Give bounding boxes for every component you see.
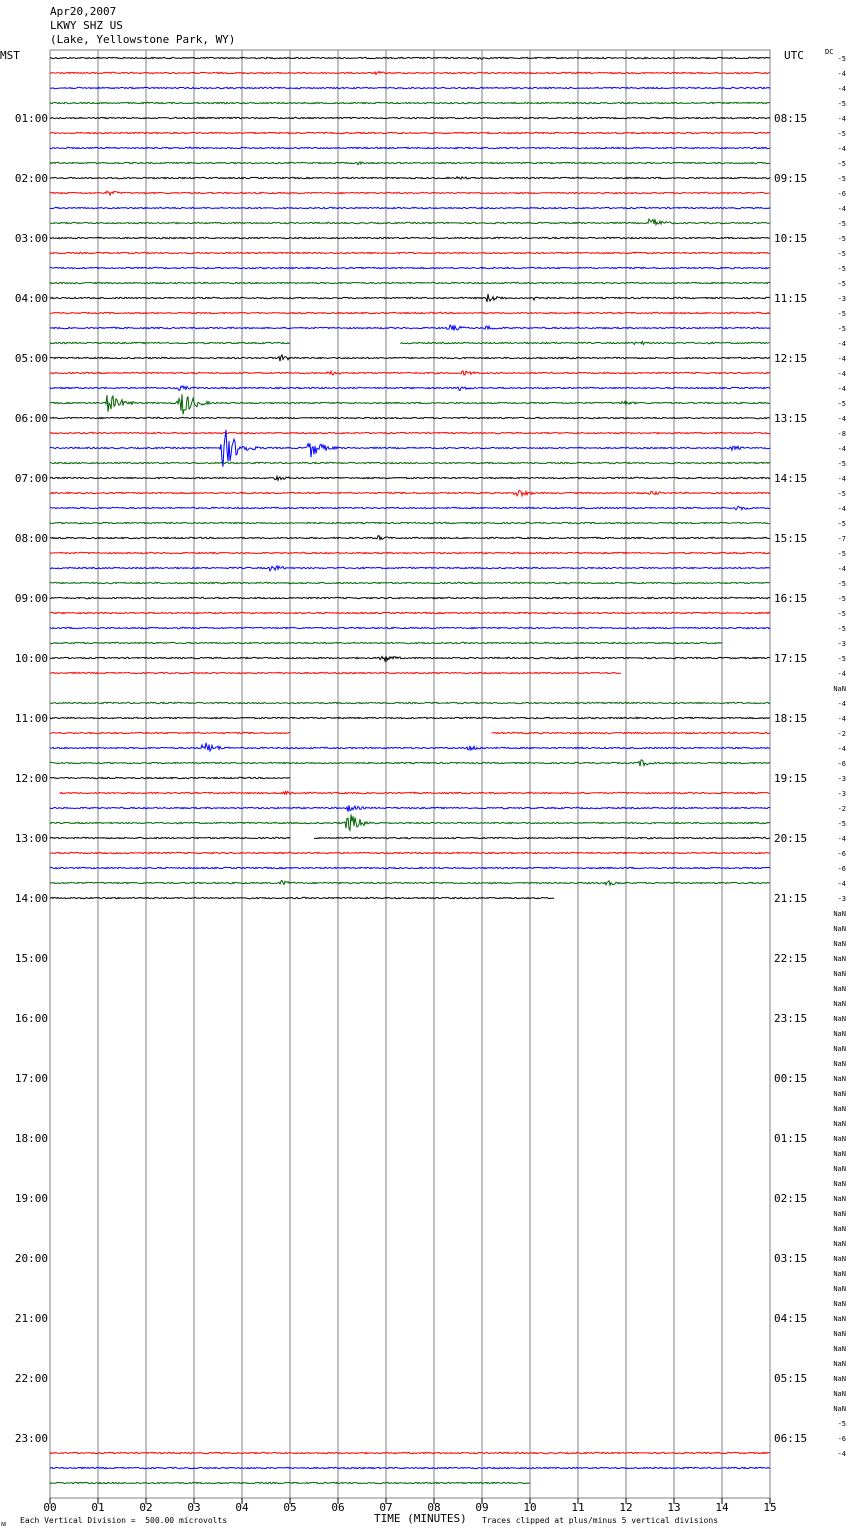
dc-offset-value: -5	[837, 325, 846, 333]
dc-offset-value: -4	[837, 715, 846, 723]
x-tick-label: 11	[571, 1501, 585, 1514]
hour-label-mst: 20:00	[14, 1252, 48, 1265]
hour-label-mst: 16:00	[14, 1012, 48, 1025]
dc-offset-value: -5	[837, 250, 846, 258]
plot-frame	[50, 50, 770, 1498]
dc-offset-value: -5	[837, 490, 846, 498]
trace-row	[50, 717, 770, 718]
trace-row	[50, 1467, 770, 1468]
trace-row	[50, 252, 770, 254]
hour-label-mst: 03:00	[14, 232, 48, 245]
dc-offset-value: -5	[837, 280, 846, 288]
trace-row	[50, 612, 770, 613]
trace-row	[50, 312, 770, 313]
hour-label-mst: 05:00	[14, 352, 48, 365]
trace-row	[50, 852, 770, 853]
trace-row	[50, 506, 770, 509]
trace-row	[314, 837, 770, 838]
dc-offset-value: NaN	[833, 1030, 846, 1038]
chart-station: LKWY SHZ US	[50, 19, 123, 32]
x-tick-label: 01	[91, 1501, 105, 1514]
hour-label-utc: 14:15	[774, 472, 808, 485]
dc-offset-value: -5	[837, 265, 846, 273]
dc-offset-value: -4	[837, 205, 846, 213]
trace-row	[50, 566, 770, 571]
hour-label-utc: 00:15	[774, 1072, 808, 1085]
hour-label-mst: 09:00	[14, 592, 48, 605]
trace-row	[50, 294, 770, 302]
hour-label-utc: 02:15	[774, 1192, 808, 1205]
x-tick-label: 13	[667, 1501, 681, 1514]
x-tick-label: 03	[187, 1501, 201, 1514]
hour-label-mst: 11:00	[14, 712, 48, 725]
trace-row	[50, 417, 770, 418]
trace-row	[50, 371, 770, 375]
dc-offset-value: NaN	[833, 1225, 846, 1233]
dc-offset-value: NaN	[833, 1060, 846, 1068]
x-tick-label: 15	[763, 1501, 777, 1514]
hour-label-mst: 06:00	[14, 412, 48, 425]
chart-location: (Lake, Yellowstone Park, WY)	[50, 33, 236, 46]
dc-offset-value: -5	[837, 130, 846, 138]
hour-label-utc: 06:15	[774, 1432, 808, 1445]
dc-offset-value: -4	[837, 745, 846, 753]
dc-offset-value: -5	[837, 55, 846, 63]
trace-row	[50, 432, 770, 433]
dc-offset-value: NaN	[833, 1045, 846, 1053]
dc-offset-value: -3	[837, 640, 846, 648]
trace-row	[50, 536, 770, 540]
hour-label-utc: 13:15	[774, 412, 808, 425]
dc-offset-value: -5	[837, 310, 846, 318]
dc-offset-value: -4	[837, 445, 846, 453]
trace-row	[50, 656, 770, 661]
trace-row	[50, 219, 770, 225]
dc-offset-value: NaN	[833, 1390, 846, 1398]
dc-offset-value: -5	[837, 655, 846, 663]
trace-row	[50, 71, 770, 74]
dc-offset-value: NaN	[833, 1165, 846, 1173]
trace-row	[50, 462, 770, 463]
dc-offset-value: -3	[837, 295, 846, 303]
dc-offset-value: NaN	[833, 1300, 846, 1308]
trace-row	[50, 805, 770, 811]
dc-offset-value: -4	[837, 70, 846, 78]
trace-row	[50, 597, 770, 598]
dc-offset-value: NaN	[833, 970, 846, 978]
hour-label-utc: 10:15	[774, 232, 808, 245]
trace-row	[50, 102, 770, 103]
trace-row	[50, 867, 770, 868]
dc-label: DC	[825, 48, 834, 56]
dc-offset-value: -6	[837, 850, 846, 858]
x-axis-title: TIME (MINUTES)	[374, 1512, 467, 1525]
division-note: Each Vertical Division = 500.00 microvolts	[20, 1516, 228, 1525]
trace-row	[50, 760, 770, 766]
trace-row	[50, 814, 770, 830]
dc-offset-value: NaN	[833, 1345, 846, 1353]
dc-offset-value: NaN	[833, 1015, 846, 1023]
dc-offset-value: -5	[837, 100, 846, 108]
dc-offset-value: -2	[837, 805, 846, 813]
hour-label-utc: 16:15	[774, 592, 808, 605]
dc-offset-value: -4	[837, 700, 846, 708]
dc-offset-value: NaN	[833, 1255, 846, 1263]
dc-offset-value: -5	[837, 220, 846, 228]
hour-label-utc: 09:15	[774, 172, 808, 185]
hour-label-mst: 14:00	[14, 892, 48, 905]
trace-row	[50, 490, 770, 496]
dc-offset-value: -6	[837, 1435, 846, 1443]
trace-row	[60, 792, 770, 795]
hour-label-mst: 12:00	[14, 772, 48, 785]
dc-offset-value: NaN	[833, 1135, 846, 1143]
dc-offset-value: NaN	[833, 1360, 846, 1368]
dc-offset-value: -4	[837, 505, 846, 513]
x-tick-label: 00	[43, 1501, 57, 1514]
trace-row	[50, 1452, 770, 1453]
hour-label-utc: 20:15	[774, 832, 808, 845]
hour-label-mst: 10:00	[14, 652, 48, 665]
trace-row	[50, 162, 770, 165]
x-tick-label: 04	[235, 1501, 249, 1514]
dc-offset-value: -4	[837, 355, 846, 363]
dc-offset-value: NaN	[833, 955, 846, 963]
trace-row	[50, 57, 770, 59]
trace-row	[50, 87, 770, 88]
hour-label-mst: 07:00	[14, 472, 48, 485]
dc-offset-value: -4	[837, 385, 846, 393]
dc-offset-value: -2	[837, 730, 846, 738]
hour-label-utc: 08:15	[774, 112, 808, 125]
dc-offset-value: -5	[837, 460, 846, 468]
dc-offset-value: -5	[837, 160, 846, 168]
dc-offset-value: -5	[837, 580, 846, 588]
trace-row	[50, 552, 770, 553]
dc-offset-value: -5	[837, 400, 846, 408]
dc-offset-value: -4	[837, 475, 846, 483]
hour-label-mst: 08:00	[14, 532, 48, 545]
trace-row	[492, 732, 770, 733]
x-tick-label: 02	[139, 1501, 153, 1514]
dc-offset-value: -4	[837, 370, 846, 378]
hour-label-utc: 01:15	[774, 1132, 808, 1145]
trace-row	[50, 355, 290, 361]
hour-label-mst: 21:00	[14, 1312, 48, 1325]
hour-label-mst: 23:00	[14, 1432, 48, 1445]
x-tick-label: 06	[331, 1501, 345, 1514]
trace-row	[50, 267, 770, 268]
clip-note: Traces clipped at plus/minus 5 vertical divisions	[482, 1516, 719, 1525]
hour-label-utc: 19:15	[774, 772, 808, 785]
x-tick-label: 05	[283, 1501, 297, 1514]
hour-label-mst: 18:00	[14, 1132, 48, 1145]
hour-label-utc: 12:15	[774, 352, 808, 365]
dc-offset-value: NaN	[833, 1285, 846, 1293]
dc-offset-value: NaN	[833, 1120, 846, 1128]
hour-label-mst: 19:00	[14, 1192, 48, 1205]
dc-offset-value: -5	[837, 1420, 846, 1428]
hour-label-utc: 22:15	[774, 952, 808, 965]
dc-offset-value: NaN	[833, 1405, 846, 1413]
dc-offset-value: -3	[837, 790, 846, 798]
trace-row	[50, 237, 770, 238]
dc-offset-value: NaN	[833, 1270, 846, 1278]
dc-offset-value: -6	[837, 190, 846, 198]
dc-offset-value: -5	[837, 595, 846, 603]
trace-row	[50, 522, 770, 523]
hour-label-utc: 03:15	[774, 1252, 808, 1265]
dc-offset-value: -4	[837, 85, 846, 93]
dc-offset-value: -5	[837, 625, 846, 633]
dc-offset-value: NaN	[833, 1075, 846, 1083]
trace-row	[50, 777, 290, 778]
trace-row	[50, 702, 770, 703]
hour-label-mst: 17:00	[14, 1072, 48, 1085]
hour-label-utc: 23:15	[774, 1012, 808, 1025]
dc-offset-value: -4	[837, 415, 846, 423]
dc-offset-value: -8	[837, 430, 846, 438]
dc-offset-value: -5	[837, 610, 846, 618]
dc-offset-value: -4	[837, 1450, 846, 1458]
hour-label-mst: 02:00	[14, 172, 48, 185]
dc-offset-value: -6	[837, 865, 846, 873]
dc-offset-value: -5	[837, 820, 846, 828]
dc-offset-value: NaN	[833, 940, 846, 948]
trace-row	[50, 732, 290, 733]
trace-row	[50, 627, 770, 628]
hour-label-utc: 17:15	[774, 652, 808, 665]
trace-row	[50, 207, 770, 208]
dc-offset-value: NaN	[833, 985, 846, 993]
trace-row	[50, 147, 770, 149]
dc-offset-value: NaN	[833, 1195, 846, 1203]
x-tick-label: 14	[715, 1501, 729, 1514]
trace-row	[400, 341, 769, 344]
x-tick-label: 10	[523, 1501, 537, 1514]
hour-label-utc: 05:15	[774, 1372, 808, 1385]
left-timezone-label: MST	[0, 49, 20, 62]
dc-offset-value: -4	[837, 670, 846, 678]
hour-label-mst: 01:00	[14, 112, 48, 125]
trace-row	[50, 897, 554, 898]
trace-row	[50, 582, 770, 583]
dc-offset-value: -7	[837, 535, 846, 543]
dc-offset-value: -4	[837, 880, 846, 888]
dc-offset-value: -4	[837, 565, 846, 573]
dc-offset-value: NaN	[833, 910, 846, 918]
trace-row	[50, 743, 770, 751]
dc-offset-value: NaN	[833, 685, 846, 693]
dc-offset-value: -3	[837, 895, 846, 903]
trace-row	[50, 325, 770, 330]
hour-label-utc: 11:15	[774, 292, 808, 305]
trace-row	[50, 430, 770, 467]
trace-row	[50, 837, 290, 838]
trace-row	[50, 476, 770, 480]
dc-offset-value: -4	[837, 115, 846, 123]
dc-offset-value: -5	[837, 235, 846, 243]
hour-label-utc: 18:15	[774, 712, 808, 725]
trace-row	[50, 117, 770, 118]
dc-offset-value: -4	[837, 145, 846, 153]
dc-offset-value: -5	[837, 175, 846, 183]
trace-row	[50, 282, 770, 283]
trace-row	[50, 177, 770, 179]
dc-offset-value: NaN	[833, 1105, 846, 1113]
right-timezone-label: UTC	[784, 49, 804, 62]
dc-offset-value: -5	[837, 550, 846, 558]
dc-offset-value: NaN	[833, 1315, 846, 1323]
trace-row	[50, 132, 770, 133]
dc-offset-value: -4	[837, 835, 846, 843]
dc-offset-value: NaN	[833, 1180, 846, 1188]
hour-label-mst: 15:00	[14, 952, 48, 965]
dc-offset-value: NaN	[833, 1375, 846, 1383]
hour-label-utc: 21:15	[774, 892, 808, 905]
hour-label-utc: 04:15	[774, 1312, 808, 1325]
dc-offset-value: -5	[837, 520, 846, 528]
trace-row	[50, 394, 770, 414]
trace-row	[50, 191, 770, 195]
trace-row	[50, 672, 621, 673]
dc-offset-value: NaN	[833, 1240, 846, 1248]
hour-label-mst: 04:00	[14, 292, 48, 305]
dc-offset-value: NaN	[833, 1150, 846, 1158]
x-tick-label: 12	[619, 1501, 633, 1514]
hour-label-mst: 22:00	[14, 1372, 48, 1385]
dc-offset-value: NaN	[833, 925, 846, 933]
dc-offset-value: -4	[837, 340, 846, 348]
corner-mark: ᴍ	[1, 1519, 7, 1528]
dc-offset-value: NaN	[833, 1090, 846, 1098]
dc-offset-value: -6	[837, 760, 846, 768]
x-tick-label: 08	[427, 1501, 441, 1514]
trace-row	[50, 342, 290, 343]
chart-date: Apr20,2007	[50, 5, 117, 18]
dc-offset-value: -3	[837, 775, 846, 783]
hour-label-mst: 13:00	[14, 832, 48, 845]
dc-offset-value: NaN	[833, 1210, 846, 1218]
x-tick-label: 07	[379, 1501, 393, 1514]
x-tick-label: 09	[475, 1501, 489, 1514]
dc-offset-value: NaN	[833, 1330, 846, 1338]
hour-label-utc: 15:15	[774, 532, 808, 545]
trace-row	[50, 881, 770, 886]
dc-offset-value: NaN	[833, 1000, 846, 1008]
trace-row	[50, 386, 770, 391]
